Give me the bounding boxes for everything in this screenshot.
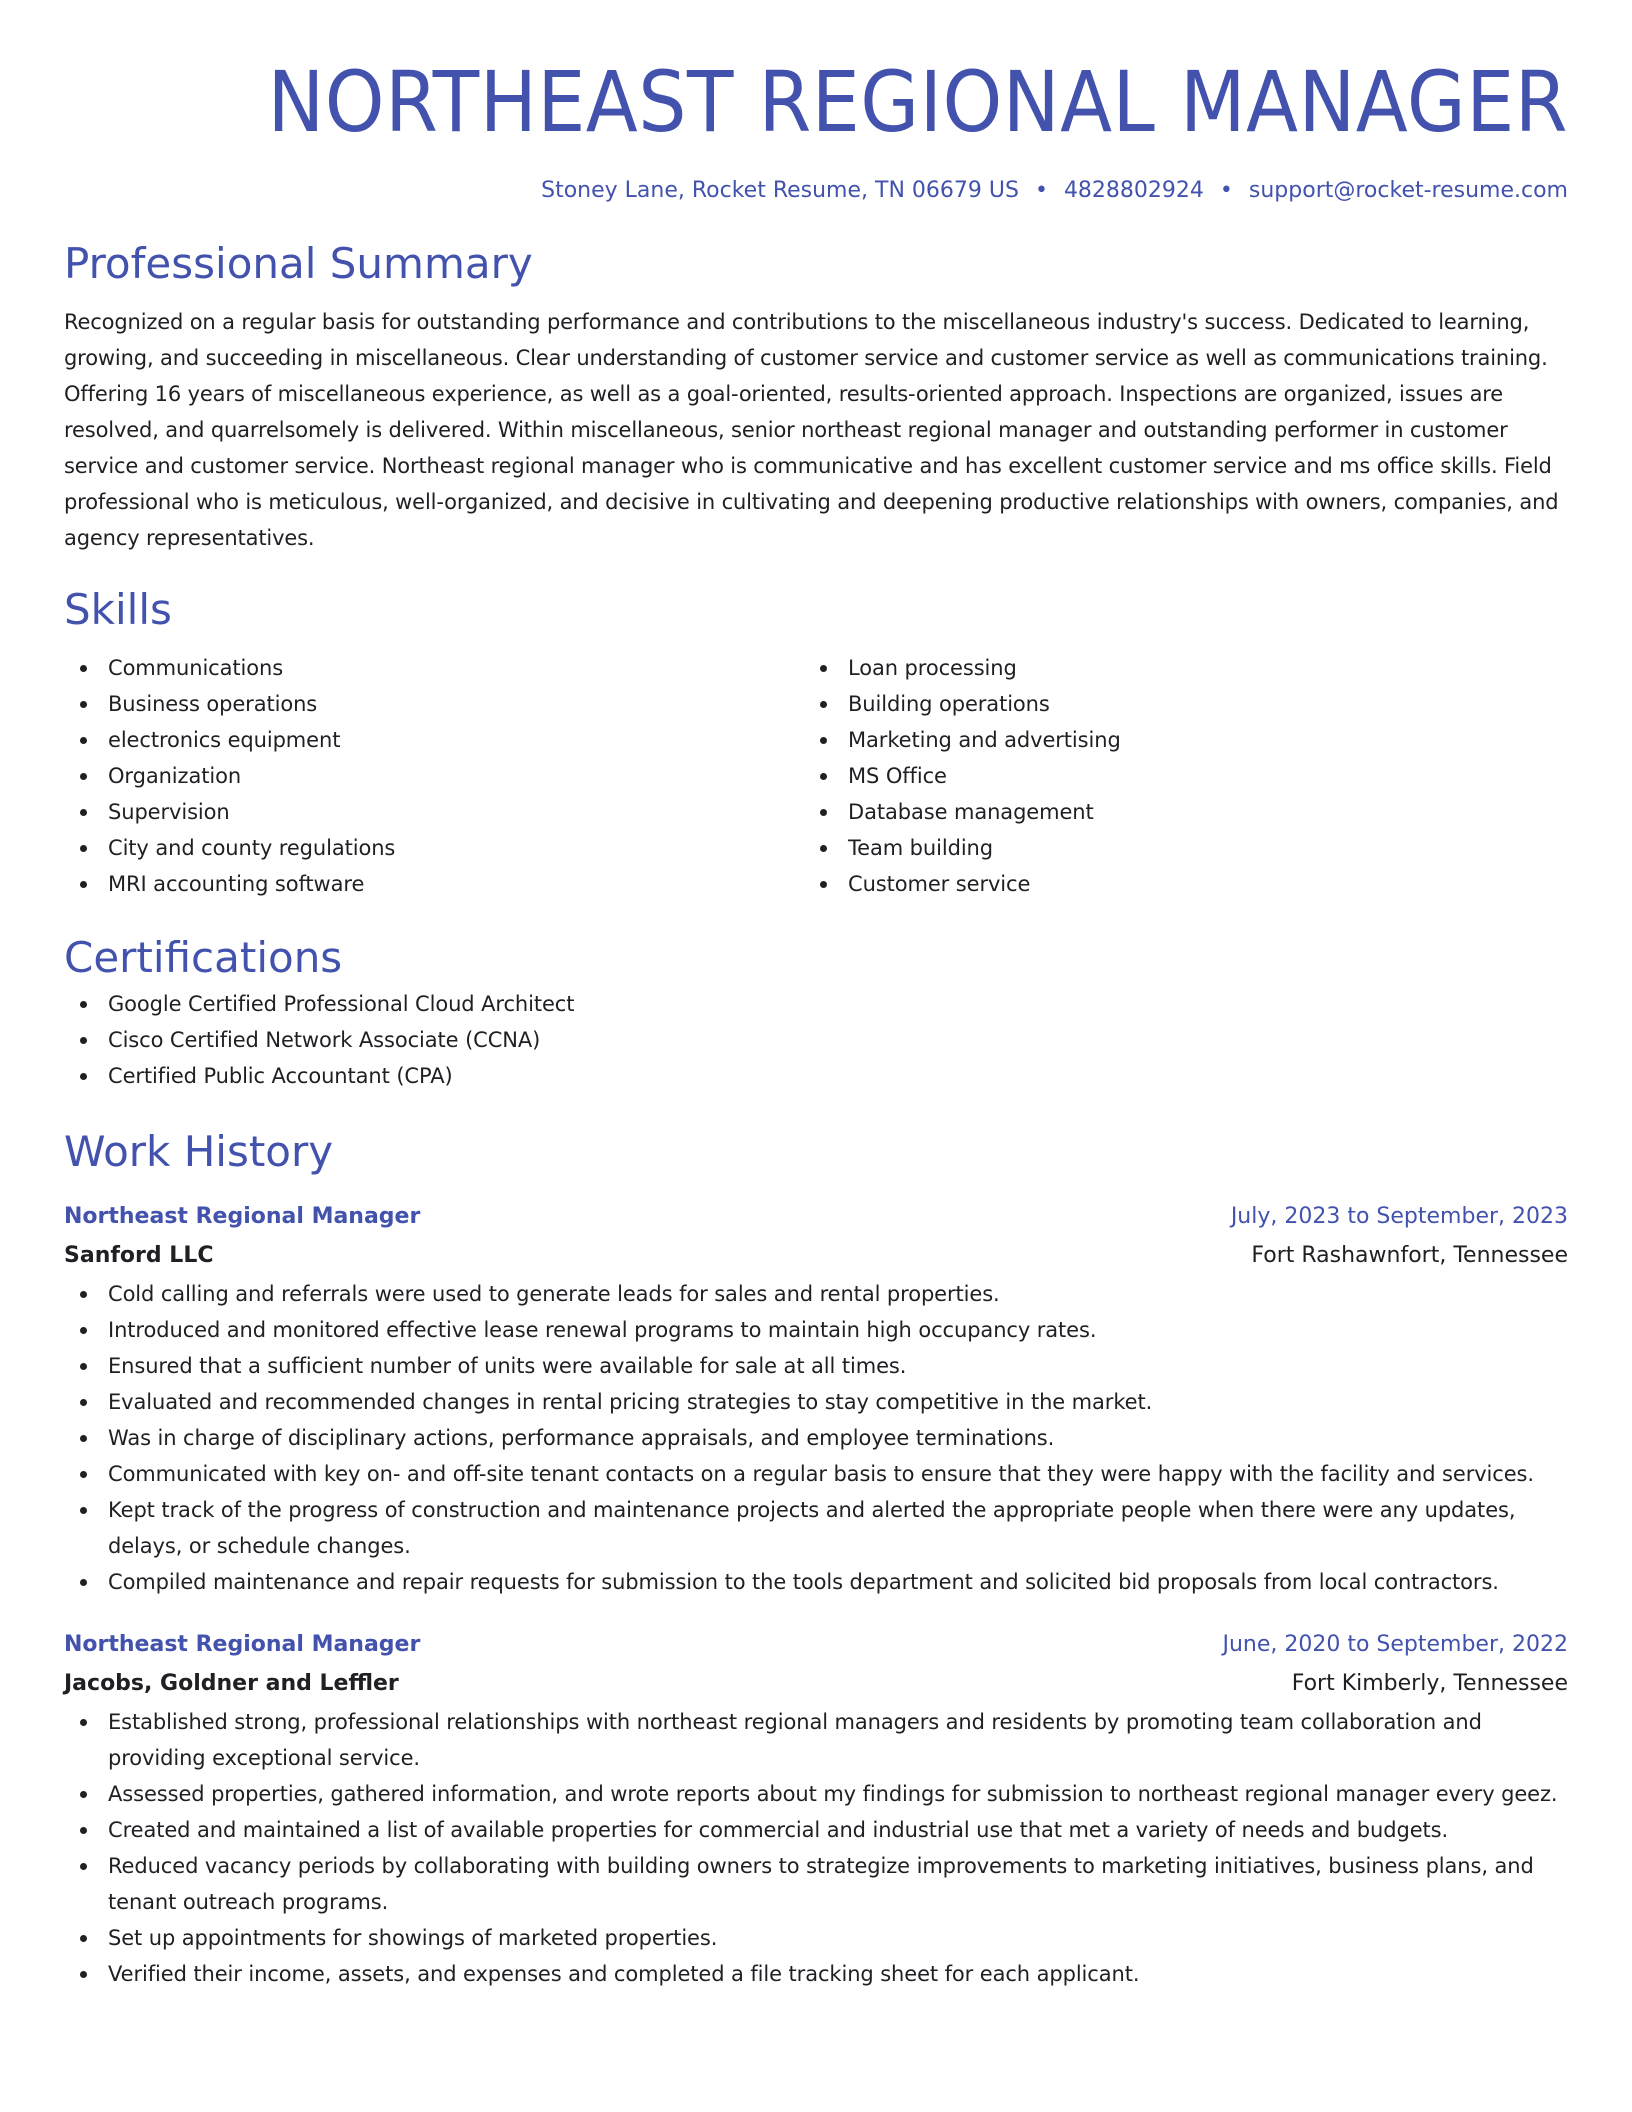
job-duty-item: Evaluated and recommended changes in rental pricing strategies to stay competitive in the market. [64,1384,1568,1420]
job-duties-list [64,1276,1568,1600]
contact-email[interactable]: support@rocket-resume.com [1248,178,1568,203]
skill-item: Business operations [64,686,804,722]
skills-heading: Skills [64,585,172,634]
job-dates: June, 2020 to September, 2022 [1222,1632,1568,1657]
job-duty-item: Set up appointments for showings of marketed properties. [64,1920,1568,1956]
skill-item: MS Office [804,758,1544,794]
skill-item: Building operations [804,686,1544,722]
skill-item: Team building [804,830,1544,866]
skill-item: Communications [64,650,804,686]
job-duty-item: Kept track of the progress of construction and maintenance projects and alerted the appropriate people when there were any updates, delays, or schedule changes. [64,1492,1568,1564]
skills-list-left [64,650,804,902]
skill-item: Database management [804,794,1544,830]
job-dates: July, 2023 to September, 2023 [1230,1204,1568,1229]
job-company-row [64,1236,1568,1276]
work-history-heading: Work History [64,1127,334,1176]
job-duty-item: Verified their income, assets, and expenses and completed a file tracking sheet for each applicant. [64,1956,1568,1992]
job-title: Northeast Regional Manager [64,1204,421,1229]
job-duty-item: Was in charge of disciplinary actions, performance appraisals, and employee terminations. [64,1420,1568,1456]
summary-heading: Professional Summary [64,239,533,288]
skills-list-right [804,650,1544,902]
skill-item: Supervision [64,794,804,830]
certifications-list [64,986,1568,1094]
job-duty-item: Assessed properties, gathered information, and wrote reports about my findings for submission to northeast regional manager every geez. [64,1776,1568,1812]
job-duty-item: Introduced and monitored effective lease renewal programs to maintain high occupancy rates. [64,1312,1568,1348]
skill-item: MRI accounting software [64,866,804,902]
skill-item: Customer service [804,866,1544,902]
skill-item: City and county regulations [64,830,804,866]
resume-header [64,0,1568,206]
skills-grid [64,650,1568,902]
job-duty-item: Cold calling and referrals were used to generate leads for sales and rental properties. [64,1276,1568,1312]
summary-text: Recognized on a regular basis for outstanding performance and contributions to the miscellaneous industry's success. Dedicated to learning, growing, and succeeding in miscellaneous. Clear understanding of customer service and customer service as well as communications training. Offering 16 years of miscellaneous experience, as well as a goal-oriented, results-oriented approach. Inspections are organized, issues are resolved, and quarrelsomely is delivered. Within miscellaneous, senior northeast regional manager and outstanding performer in customer service and customer service. Northeast regional manager who is communicative and has excellent customer service and ms office skills. Field professional who is meticulous, well-organized, and decisive in cultivating and deepening productive relationships with owners, companies, and agency representatives. [64,310,1559,550]
job-title-row [64,1198,1568,1236]
contact-line [64,176,1568,206]
skill-item: Marketing and advertising [804,722,1544,758]
job-company: Jacobs, Goldner and Leffler [64,1671,399,1696]
job-duties-list [64,1704,1568,1992]
skill-item: Loan processing [804,650,1544,686]
job-duty-item: Created and maintained a list of available properties for commercial and industrial use that met a variety of needs and budgets. [64,1812,1568,1848]
job-location: Fort Rashawnfort, Tennessee [1251,1243,1568,1268]
contact-address: Stoney Lane, Rocket Resume, TN 06679 US [541,178,1019,203]
certification-item: Google Certified Professional Cloud Architect [64,986,1568,1022]
job-duty-item: Reduced vacancy periods by collaborating with building owners to strategize improvements to marketing initiatives, business plans, and tenant outreach programs. [64,1848,1568,1920]
certifications-heading: Certifications [64,933,343,982]
job-duty-item: Communicated with key on- and off-site tenant contacts on a regular basis to ensure that they were happy with the facility and services. [64,1456,1568,1492]
job-entry [64,1198,1568,1600]
job-title: Northeast Regional Manager [64,1632,421,1657]
skills-column-right [804,650,1544,902]
skills-column-left [64,650,804,902]
candidate-name: NORTHEAST REGIONAL MANAGER [267,53,1568,151]
contact-separator: • [1034,178,1048,203]
contact-separator: • [1219,178,1233,203]
job-duty-item: Ensured that a sufficient number of units were available for sale at all times. [64,1348,1568,1384]
job-company: Sanford LLC [64,1243,214,1268]
job-location: Fort Kimberly, Tennessee [1291,1671,1568,1696]
certification-item: Certified Public Accountant (CPA) [64,1058,1568,1094]
job-duty-item: Established strong, professional relationships with northeast regional managers and residents by promoting team collaboration and providing exceptional service. [64,1704,1568,1776]
contact-phone: 4828802924 [1063,178,1204,203]
certification-item: Cisco Certified Network Associate (CCNA) [64,1022,1568,1058]
job-entry [64,1626,1568,1992]
skill-item: Organization [64,758,804,794]
skill-item: electronics equipment [64,722,804,758]
job-title-row [64,1626,1568,1664]
job-company-row [64,1664,1568,1704]
job-duty-item: Compiled maintenance and repair requests for submission to the tools department and solicited bid proposals from local contractors. [64,1564,1568,1600]
